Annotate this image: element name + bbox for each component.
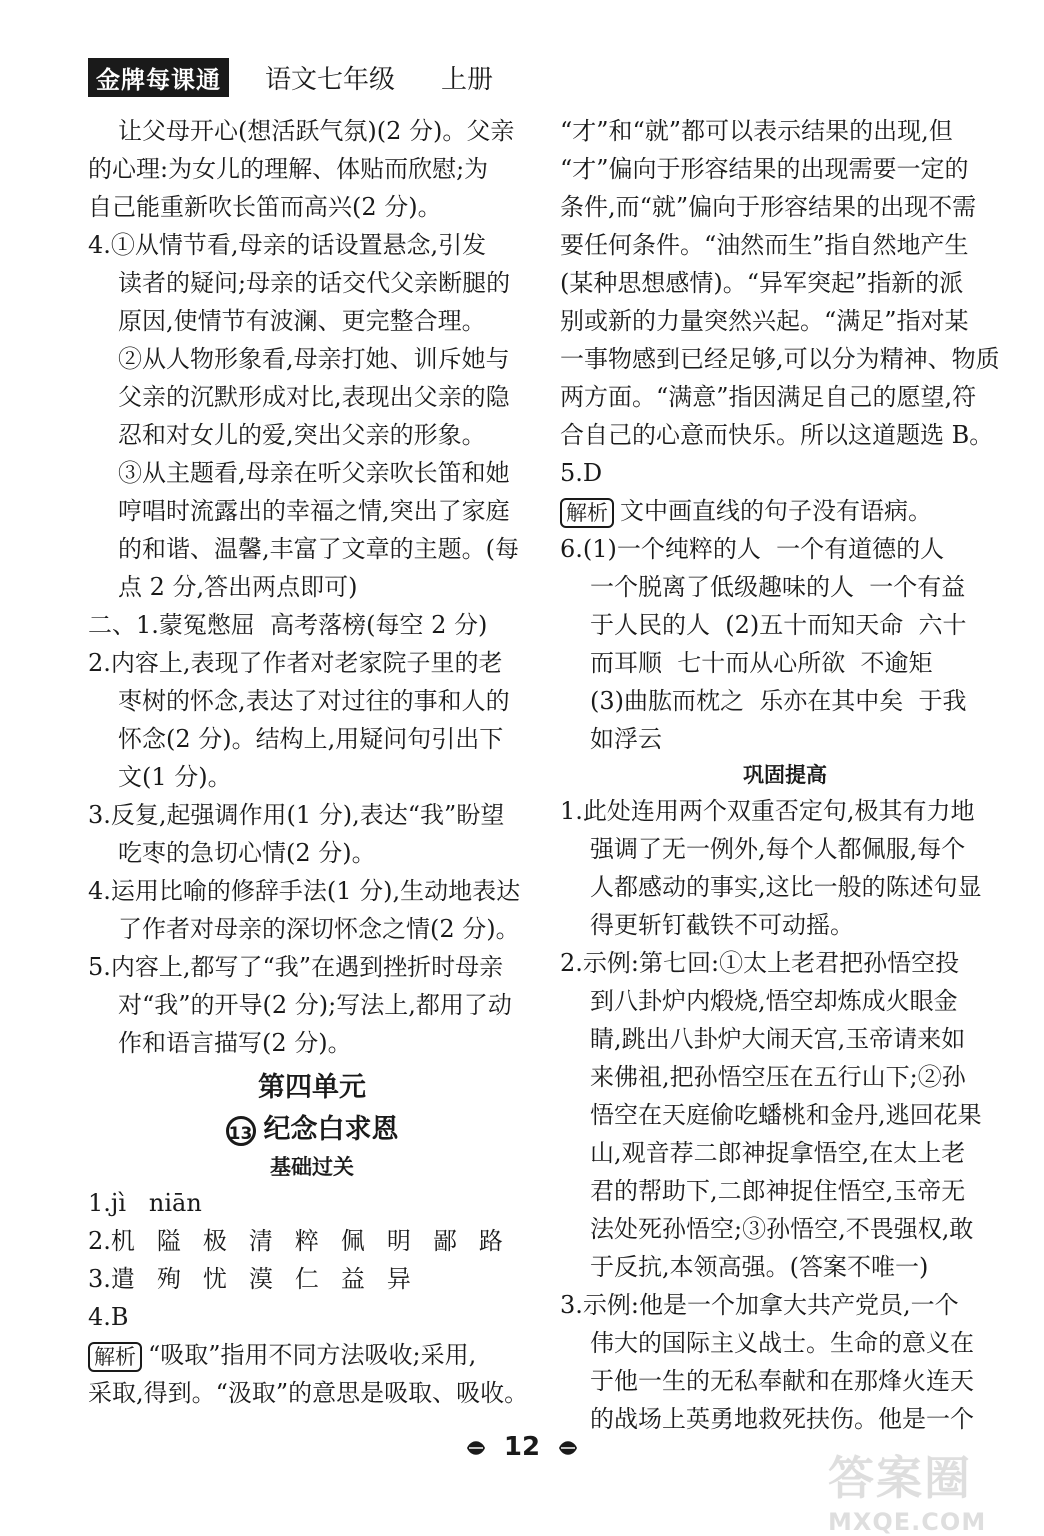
answer-line: 人都感动的事实,这比一般的陈述句显 [590, 873, 982, 901]
answer-line: 怀念(2 分)。结构上,用疑问句引出下 [118, 725, 504, 753]
answer-line: (3)曲肱而枕之 乐亦在其中矣 于我 [590, 687, 967, 715]
volume-label: 上册 [441, 64, 494, 95]
answer-line: 文(1 分)。 [118, 763, 232, 791]
answer-line: 山,观音荐二郎神捉拿悟空,在太上老 [590, 1139, 966, 1167]
text-line: 让父母开心(想活跃气氛)(2 分)。父亲 [118, 117, 515, 145]
answer-line: 睛,跳出八卦炉大闹天宫,玉帝请来如 [590, 1025, 966, 1053]
text-line: 要任何条件。“油然而生”指自然地产生 [560, 231, 969, 259]
text-line: 两方面。“满意”指因满足自己的愿望,符 [560, 383, 977, 411]
char: 鄙 [432, 1227, 457, 1255]
text-line: 合自己的心意而快乐。所以这道题选 B。 [560, 421, 994, 449]
section-heading: 基础过关 [270, 1155, 354, 1179]
char: 机 [110, 1227, 135, 1255]
answer-line: 吃枣的急切心情(2 分)。 [118, 839, 376, 867]
analysis-line: 采取,得到。“汲取”的意思是吸取、吸收。 [88, 1379, 529, 1407]
text-line: 自己能重新吹长笛而高兴(2 分)。 [88, 193, 442, 221]
text-line: 一事物感到已经足够,可以分为精神、物质 [560, 345, 1000, 373]
answer-line: ②从人物形象看,母亲打她、训斥她与 [118, 345, 510, 373]
answer-line: 4.运用比喻的修辞手法(1 分),生动地表达 [88, 877, 521, 905]
char: 异 [386, 1265, 411, 1293]
answer-line: 二、1.蒙冤憋屈 高考落榜(每空 2 分) [88, 611, 488, 639]
lesson-title: 纪念白求恩 [263, 1114, 399, 1145]
answer-line: 法处死孙悟空;③孙悟空,不畏强权,敢 [590, 1215, 974, 1243]
analysis-line [560, 492, 1010, 530]
answer-line: 读者的疑问;母亲的话交代父亲断腿的 [118, 269, 511, 297]
answer-line: 强调了无一例外,每个人都佩服,每个 [590, 835, 966, 863]
text-line: 条件,而“就”偏向于形容结果的出现不需 [560, 193, 977, 221]
page-number: 12 [503, 1432, 541, 1462]
watermark-logo: 答案圈 [828, 1451, 972, 1505]
char: 极 [202, 1227, 227, 1255]
char: 粹 [294, 1227, 319, 1255]
answer-line: 来佛祖,把孙悟空压在五行山下;②孙 [590, 1063, 966, 1091]
text-line: 别或新的力量突然兴起。“满足”指对某 [560, 307, 969, 335]
answer-line: 到八卦炉内煅烧,悟空却炼成火眼金 [590, 987, 958, 1015]
item-prefix: 3. [88, 1265, 111, 1293]
char: 遣 [110, 1265, 135, 1293]
answer-line: 点 2 分,答出两点即可) [118, 573, 358, 601]
char: 清 [248, 1227, 273, 1255]
answer-line: 4.B [88, 1303, 129, 1331]
analysis-line [88, 1336, 536, 1374]
page-header [88, 60, 493, 94]
answer-line: 1.jì niān [88, 1189, 202, 1217]
answer-line: 1.此处连用两个双重否定句,极其有力地 [560, 797, 975, 825]
answer-line: 作和语言描写(2 分)。 [118, 1029, 352, 1057]
answer-line: 一个脱离了低级趣味的人 一个有益 [590, 573, 966, 601]
text-line: 的心理:为女儿的理解、体贴而欣慰;为 [88, 155, 489, 183]
text-line: “才”偏向于形容结果的出现需要一定的 [560, 155, 969, 183]
answer-line: 6.(1)一个纯粹的人 一个有道德的人 [560, 535, 945, 563]
leaf-icon [557, 1437, 579, 1459]
answer-line: 3.反复,起强调作用(1 分),表达“我”盼望 [88, 801, 505, 829]
answer-line: 于他一生的无私奉献和在那烽火连天 [590, 1367, 974, 1395]
lesson-number-badge: 13 [226, 1116, 256, 1146]
answer-line: 于反抗,本领高强。(答案不唯一) [590, 1253, 929, 1281]
section-heading: 巩固提高 [743, 763, 827, 787]
char: 佩 [340, 1227, 365, 1255]
answer-line: ③从主题看,母亲在听父亲吹长笛和她 [118, 459, 510, 487]
analysis-text: 文中画直线的句子没有语病。 [620, 497, 932, 525]
lesson-heading [88, 1110, 536, 1150]
analysis-text: “吸取”指用不同方法吸收;采用, [148, 1341, 477, 1369]
watermark [828, 1442, 1018, 1536]
analysis-tag: 解析 [560, 498, 614, 528]
answer-line: 君的帮助下,二郎神捉住悟空,玉帝无 [590, 1177, 966, 1205]
answer-line: 5.内容上,都写了“我”在遇到挫折时母亲 [88, 953, 504, 981]
unit-heading: 第四单元 [258, 1072, 366, 1103]
answer-line: 3.示例:他是一个加拿大共产党员,一个 [560, 1291, 959, 1319]
answer-line: 哼唱时流露出的幸福之情,突出了家庭 [118, 497, 510, 525]
answer-line: 枣树的怀念,表达了对过往的事和人的 [118, 687, 510, 715]
char: 益 [340, 1265, 365, 1293]
brand-logo: 金牌每课通 [88, 58, 229, 97]
item-prefix: 2. [88, 1227, 111, 1255]
subject-title: 语文七年级 [265, 64, 396, 95]
text-line: (某种思想感情)。“异军突起”指新的派 [560, 269, 964, 297]
answer-line: 悟空在天庭偷吃蟠桃和金丹,逃回花果 [590, 1101, 982, 1129]
watermark-url: MXQE.COM [828, 1508, 987, 1536]
answer-line: 伟大的国际主义战士。生命的意义在 [590, 1329, 974, 1357]
answer-line: 忍和对女儿的爱,突出父亲的形象。 [118, 421, 486, 449]
answer-line: 于人民的人 (2)五十而知天命 六十 [590, 611, 967, 639]
char: 忧 [202, 1265, 227, 1293]
char: 仁 [294, 1265, 319, 1293]
char: 路 [478, 1227, 503, 1255]
answer-line: 2.示例:第七回:①太上老君把孙悟空投 [560, 949, 960, 977]
answer-line: 的和谐、温馨,丰富了文章的主题。(每 [118, 535, 519, 563]
answer-line: 5.D [560, 459, 603, 487]
right-column [560, 112, 1010, 1438]
char: 漠 [248, 1265, 273, 1293]
answer-line: 对“我”的开导(2 分);写法上,都用了动 [118, 991, 512, 1019]
leaf-icon [465, 1437, 487, 1459]
answer-line [88, 1260, 536, 1298]
answer-line: 了作者对母亲的深切怀念之情(2 分)。 [118, 915, 520, 943]
answer-line: 2.内容上,表现了作者对老家院子里的老 [88, 649, 503, 677]
answer-line: 父亲的沉默形成对比,表现出父亲的隐 [118, 383, 510, 411]
left-column [88, 112, 536, 1412]
char: 明 [386, 1227, 411, 1255]
char: 隘 [156, 1227, 181, 1255]
answer-line: 的战场上英勇地救死扶伤。他是一个 [590, 1405, 974, 1433]
answer-line: 原因,使情节有波澜、更完整合理。 [118, 307, 486, 335]
text-line: “才”和“就”都可以表示结果的出现,但 [560, 117, 953, 145]
answer-line: 如浮云 [590, 725, 662, 753]
answer-line: 而耳顺 七十而从心所欲 不逾矩 [590, 649, 933, 677]
char: 殉 [156, 1265, 181, 1293]
answer-line: 得更斩钉截铁不可动摇。 [590, 911, 854, 939]
answer-line: 4.①从情节看,母亲的话设置悬念,引发 [88, 231, 487, 259]
analysis-tag: 解析 [88, 1342, 142, 1372]
answer-line [88, 1222, 536, 1260]
